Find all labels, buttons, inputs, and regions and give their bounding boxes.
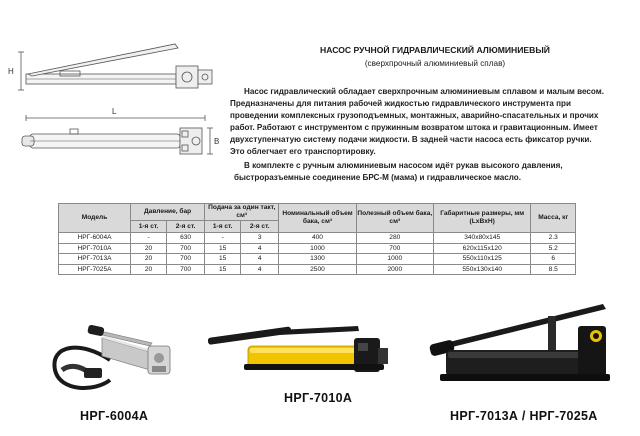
table-cell: 5.2 (531, 243, 576, 254)
table-cell: 1000 (279, 243, 356, 254)
col-header-stage1: 1-я ст. (205, 221, 241, 233)
col-header-pressure: Давление, бар (131, 204, 205, 221)
col-header-nominal-volume: Номинальный объем бака, см³ (279, 204, 356, 233)
dimension-label-h: H (8, 67, 14, 76)
product-image-nrg-7013a-7025a (428, 296, 618, 391)
table-cell: 2500 (279, 264, 356, 275)
table-cell: 15 (205, 243, 241, 254)
table-row (59, 254, 576, 265)
table-cell: 20 (131, 243, 167, 254)
table-cell: НРГ-7025А (59, 264, 131, 275)
table-row (59, 233, 576, 244)
table-cell: 550x110x125 (433, 254, 530, 265)
table-cell: 550x130x140 (433, 264, 530, 275)
table-cell: НРГ-7013А (59, 254, 131, 265)
product-image-nrg-7010a (208, 318, 418, 388)
table-row (59, 264, 576, 275)
col-header-useful-volume: Полезный объем бака, см³ (356, 204, 433, 233)
table-row (59, 243, 576, 254)
table-cell: 20 (131, 254, 167, 265)
table-cell: 2000 (356, 264, 433, 275)
dimension-label-b: B (214, 137, 220, 146)
description-line: Предназначены для питания рабочей жидкостью гидравлического инструмента при (230, 99, 571, 108)
col-header-flow: Подача за один такт, см³ (205, 204, 279, 221)
table-cell: 700 (167, 264, 205, 275)
description-line: быстроразъемные соединение БРС-М (мама) и гидравлическое масло. (234, 173, 521, 182)
col-header-stage2: 2-я ст. (167, 221, 205, 233)
product-label-nrg-7010a: НРГ-7010А (284, 391, 353, 405)
dimension-label-l: L (112, 107, 117, 116)
table-cell: НРГ-7010А (59, 243, 131, 254)
table-cell: 400 (279, 233, 356, 244)
table-cell: 280 (356, 233, 433, 244)
table-cell: 4 (241, 254, 279, 265)
table-cell: - (205, 233, 241, 244)
page-title: НАСОС РУЧНОЙ ГИДРАВЛИЧЕСКИЙ АЛЮМИНИЕВЫЙ (320, 45, 550, 55)
table-cell: 630 (167, 233, 205, 244)
description-line: двухступенчатую систему подачи жидкости. В задней части насоса есть фиксатор ручки. (230, 135, 592, 144)
table-cell: 15 (205, 254, 241, 265)
table-cell: 700 (167, 254, 205, 265)
table-cell: 700 (356, 243, 433, 254)
table-cell: 6 (531, 254, 576, 265)
description-line: проведении комплексных грузоподъемных, монтажных, аварийно-спасательных и прочих (230, 111, 599, 120)
col-header-stage2: 2-я ст. (241, 221, 279, 233)
table-cell: 15 (205, 264, 241, 275)
table-cell: 4 (241, 243, 279, 254)
description-line: В комплекте с ручным алюминиевым насосом идёт рукав высокого давления, (244, 161, 563, 170)
description-line: Это облегчает его транспортировку. (230, 147, 376, 156)
table-cell: 620x115x120 (433, 243, 530, 254)
col-header-model: Модель (59, 204, 131, 233)
table-cell: 2.3 (531, 233, 576, 244)
table-cell: 3 (241, 233, 279, 244)
table-cell: 8.5 (531, 264, 576, 275)
table-cell: 20 (131, 264, 167, 275)
top-view-drawing (22, 115, 213, 154)
table-cell: НРГ-6004А (59, 233, 131, 244)
table-cell: 1000 (356, 254, 433, 265)
description-line: Насос гидравлический обладает сверхпрочным алюминиевым сплавом и малым весом. (244, 87, 604, 96)
col-header-dimensions: Габаритные размеры, мм (LxBxH) (433, 204, 530, 233)
table-cell: 700 (167, 243, 205, 254)
product-image-nrg-6004a (40, 300, 220, 400)
col-header-mass: Масса, кг (531, 204, 576, 233)
table-cell: 1300 (279, 254, 356, 265)
table-cell: - (131, 233, 167, 244)
technical-drawing (0, 30, 225, 180)
description-line: работ. Работают с инструментом с пружинным возвратом штока и гравитационным. Имеет (230, 123, 598, 132)
spec-table (58, 203, 576, 275)
table-cell: 4 (241, 264, 279, 275)
table-cell: 340x80x145 (433, 233, 530, 244)
col-header-stage1: 1-я ст. (131, 221, 167, 233)
product-label-nrg-7013a-7025a: НРГ-7013А / НРГ-7025А (450, 409, 598, 423)
product-label-nrg-6004a: НРГ-6004А (80, 409, 149, 423)
page-subtitle: (сверхпрочный алюминиевый сплав) (364, 59, 506, 68)
side-view-drawing (18, 44, 212, 90)
